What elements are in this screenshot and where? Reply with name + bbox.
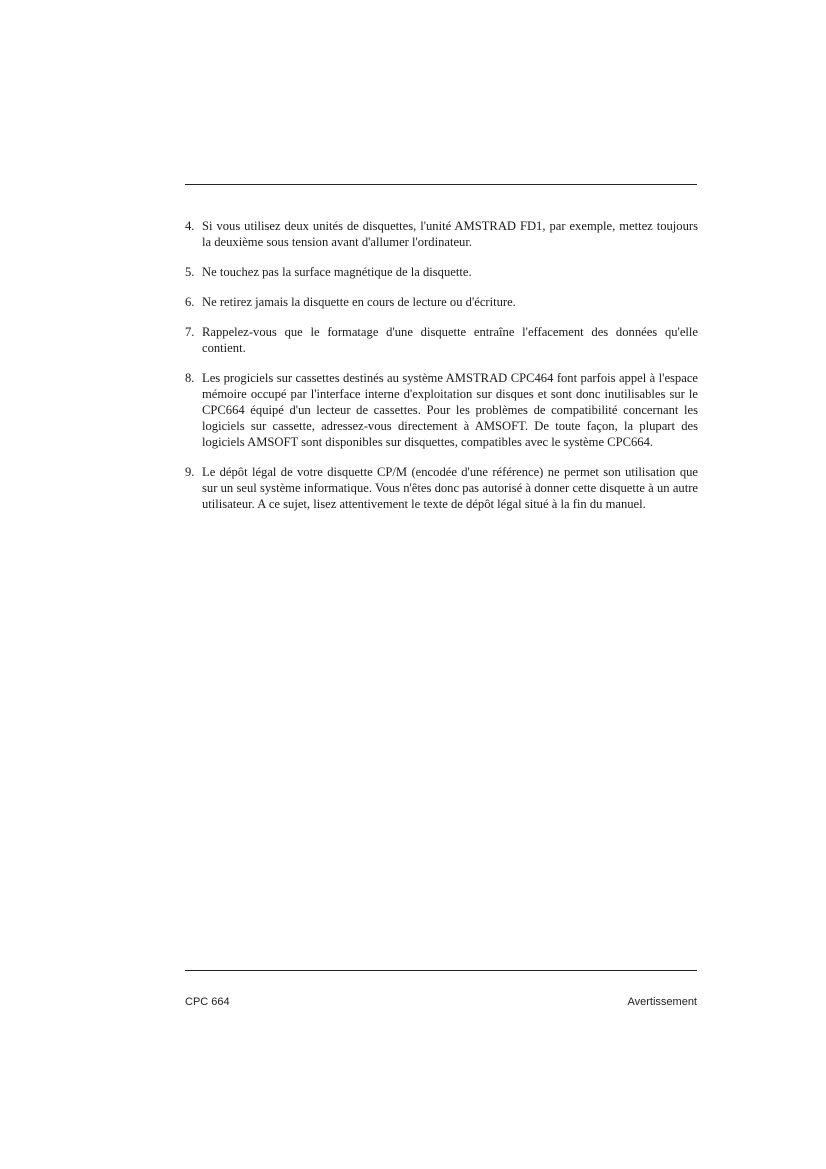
footer-model: CPC 664 — [185, 996, 230, 1008]
bottom-rule — [185, 970, 697, 971]
item-number: 5. — [185, 265, 195, 279]
list-item — [185, 370, 698, 450]
item-text: Les progiciels sur cassettes destinés au système AMSTRAD CPC464 font parfois appel à l'espace mémoire occupé par l'interface interne d'exploitation sur disques et sont donc inutilisables sur le CPC664 équipé d'un lecteur de cassettes. Pour les problèmes de compatibilité concernant les logiciels sur cassette, adressez-vous directement à AMSOFT. De toute façon, la plupart des logiciels AMSOFT sont disponibles sur disquettes, compatibles avec le système CPC664. — [202, 371, 698, 449]
item-text: Rappelez-vous que le formatage d'une disquette entraîne l'effacement des données qu'elle contient. — [202, 325, 698, 355]
list-item — [185, 264, 698, 280]
item-number: 6. — [185, 295, 195, 309]
list-item — [185, 324, 698, 356]
item-number: 7. — [185, 325, 195, 339]
item-number: 8. — [185, 371, 195, 385]
item-text: Ne touchez pas la surface magnétique de la disquette. — [202, 265, 472, 279]
list-item — [185, 218, 698, 250]
warning-list — [185, 218, 698, 526]
top-rule — [185, 184, 697, 185]
item-number: 4. — [185, 219, 195, 233]
item-number: 9. — [185, 465, 195, 479]
item-text: Ne retirez jamais la disquette en cours de lecture ou d'écriture. — [202, 295, 516, 309]
footer-section: Avertissement — [627, 996, 697, 1008]
list-item — [185, 294, 698, 310]
item-text: Si vous utilisez deux unités de disquettes, l'unité AMSTRAD FD1, par exemple, mettez toujours la deuxième sous tension avant d'allumer l'ordinateur. — [202, 219, 698, 249]
item-text: Le dépôt légal de votre disquette CP/M (encodée d'une référence) ne permet son utilisation que sur un seul système informatique. Vous n'êtes donc pas autorisé à donner cette disquette à un autre utilisateur. A ce sujet, lisez attentivement le texte de dépôt légal situé à la fin du manuel. — [202, 465, 698, 511]
list-item — [185, 464, 698, 512]
